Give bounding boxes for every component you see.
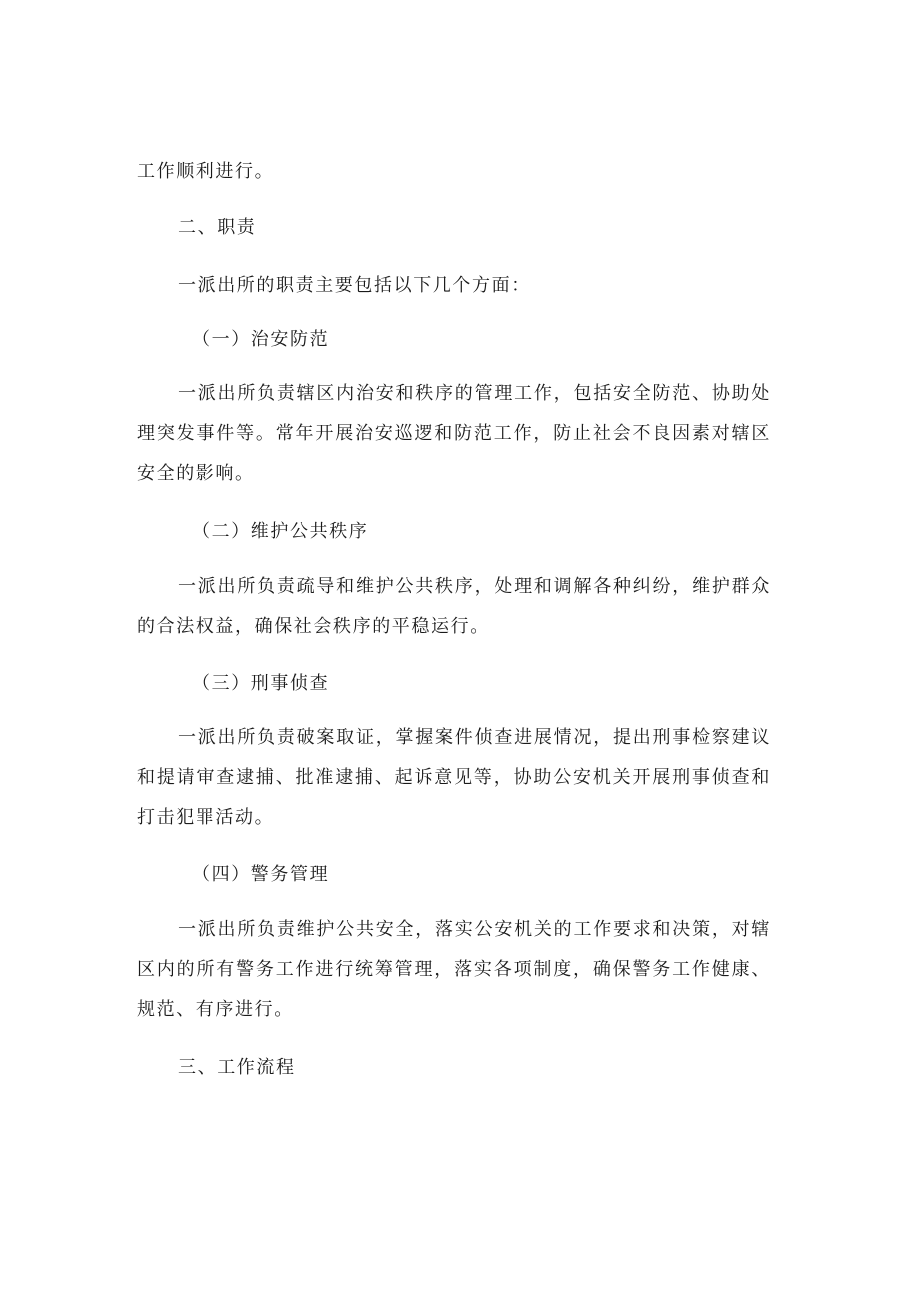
section-heading-workflow: 三、工作流程 [178,1057,296,1078]
paragraph-continuation: 工作顺利进行。 [137,161,275,182]
paragraph-public-order: 一派出所负责疏导和维护公共秩序，处理和调解各种纠纷，维护群众的合法权益，确保社会秩序的平稳运行。 [137,576,771,637]
subheading-police-management: （四）警务管理 [192,864,330,885]
subheading-public-security: （一）治安防范 [192,329,330,350]
subheading-criminal-investigation: （三）刑事侦查 [192,673,330,694]
paragraph-public-security: 一派出所负责辖区内治安和秩序的管理工作，包括安全防范、协助处理突发事件等。常年开展治安巡逻和防范工作，防止社会不良因素对辖区安全的影响。 [137,383,771,484]
section-heading-duties: 二、职责 [178,217,257,238]
paragraph-duties-intro: 一派出所的职责主要包括以下几个方面： [178,275,531,296]
subheading-public-order: （二）维护公共秩序 [192,521,369,542]
paragraph-criminal-investigation: 一派出所负责破案取证，掌握案件侦查进展情况，提出刑事检察建议和提请审查逮捕、批准逮捕、起诉意见等，协助公安机关开展刑事侦查和打击犯罪活动。 [137,727,771,828]
paragraph-police-management: 一派出所负责维护公共安全，落实公安机关的工作要求和决策，对辖区内的所有警务工作进行统筹管理，落实各项制度，确保警务工作健康、规范、有序进行。 [137,919,771,1020]
